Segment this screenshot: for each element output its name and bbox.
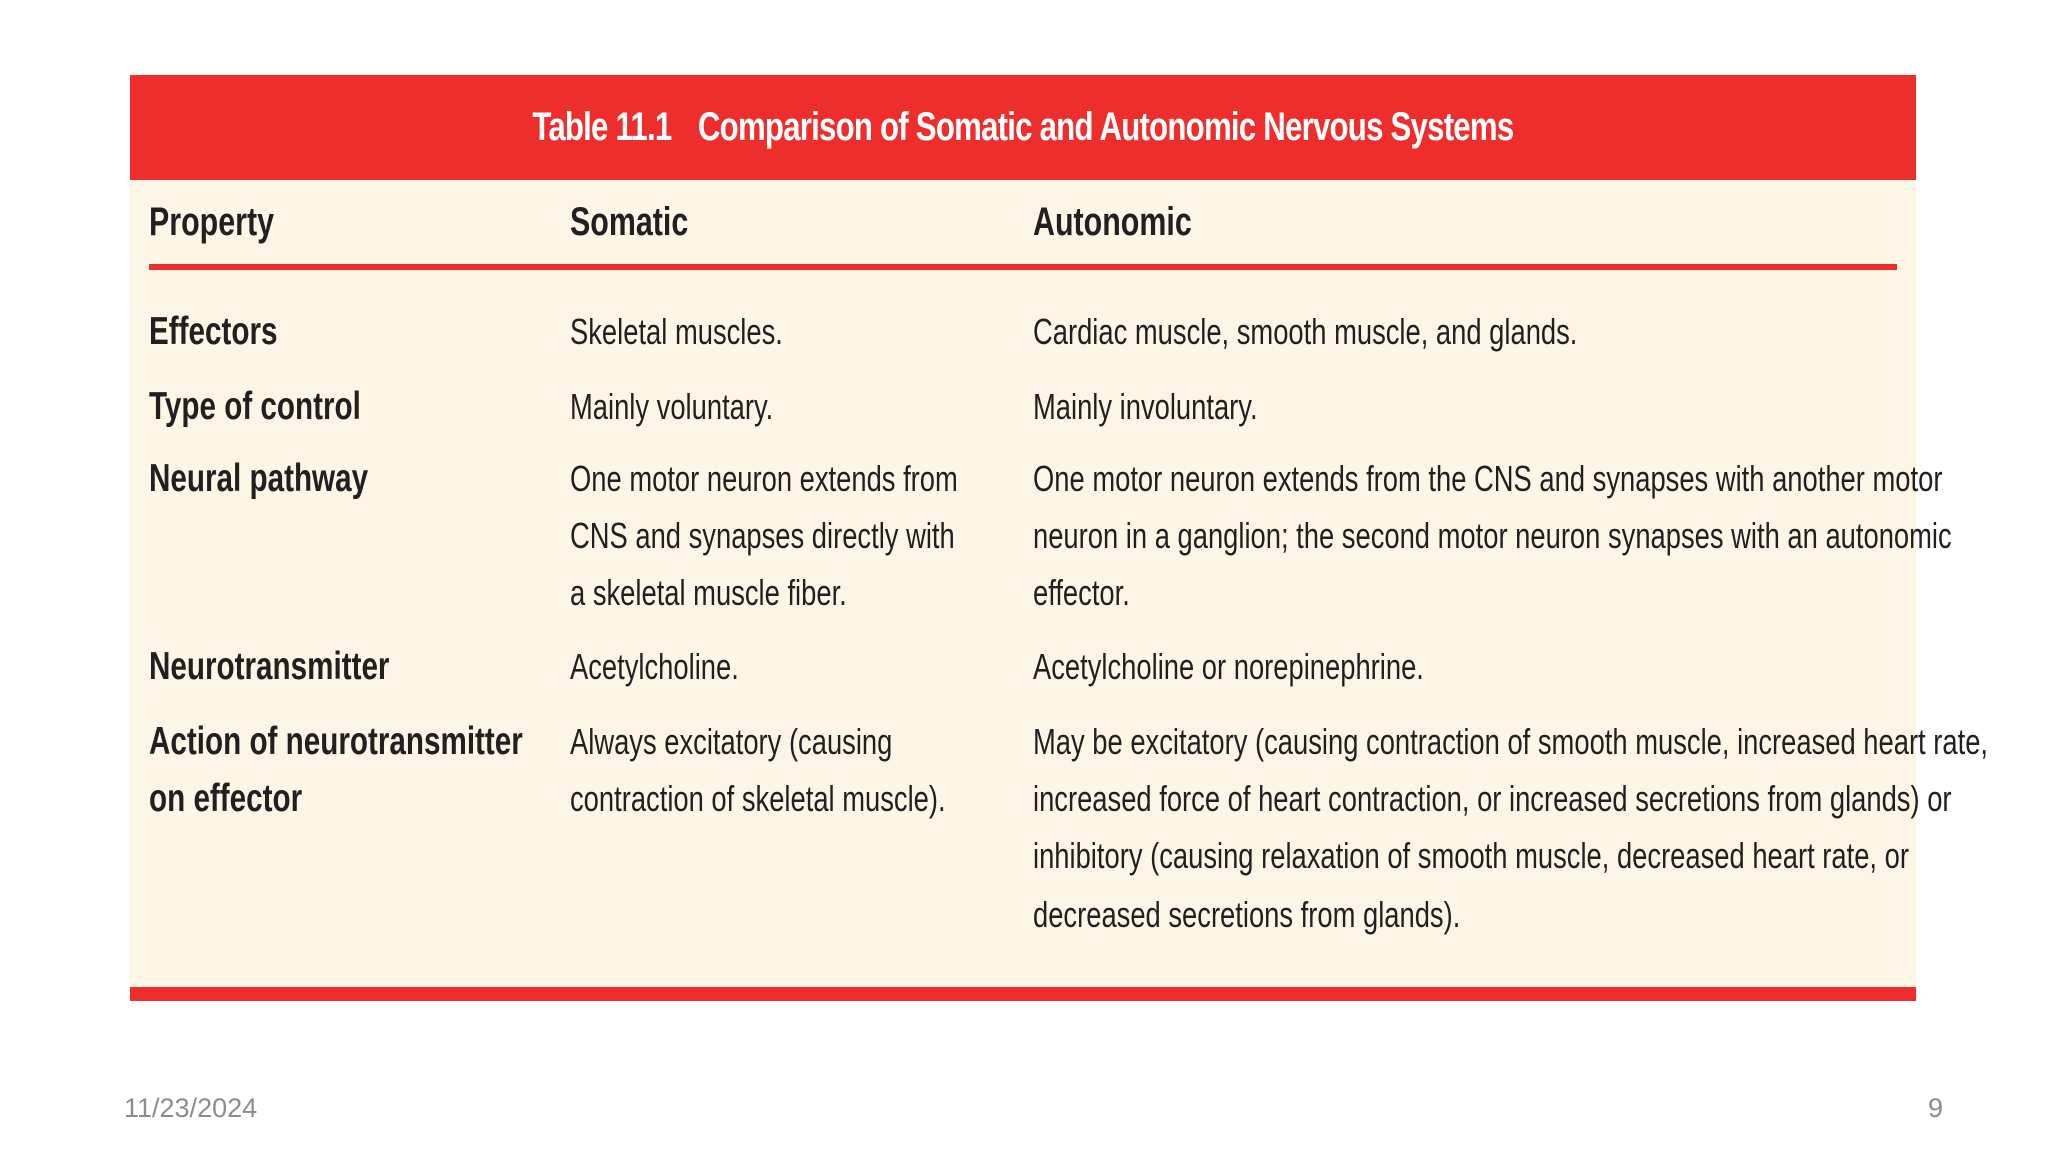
table-title [532,105,1513,150]
row-autonomic: Acetylcholine or norepinephrine. [1033,646,1424,687]
table-label: Table 11.1 [532,105,672,149]
row-autonomic: May be excitatory (causing contraction of smooth muscle, increased heart rate, [1033,721,1989,762]
header-property: Property [149,200,275,244]
table-title-text: Comparison of Somatic and Autonomic Nervous Systems [698,105,1514,149]
row-property: Action of neurotransmitter [149,720,523,763]
row-autonomic: Mainly involuntary. [1033,386,1258,427]
row-somatic: Acetylcholine. [570,646,739,687]
table-title-bar [130,75,1916,180]
row-somatic: One motor neuron extends from [570,458,958,499]
row-property: Neurotransmitter [149,645,390,688]
row-property: Type of control [149,385,361,428]
header-autonomic: Autonomic [1033,200,1192,244]
row-autonomic: One motor neuron extends from the CNS and synapses with another motor [1033,458,1943,499]
header-divider [149,264,1897,270]
row-autonomic: inhibitory (causing relaxation of smooth muscle, decreased heart rate, or [1033,835,1909,876]
row-property: Effectors [149,310,278,353]
comparison-table-figure [130,75,1989,1001]
row-somatic: contraction of skeletal muscle). [570,778,946,819]
row-property: on effector [149,777,303,820]
row-autonomic: decreased secretions from glands). [1033,894,1461,935]
row-somatic: Skeletal muscles. [570,311,783,352]
row-autonomic: effector. [1033,572,1130,613]
row-somatic: Always excitatory (causing [570,721,893,762]
row-somatic: a skeletal muscle fiber. [570,572,847,613]
slide-date: 11/23/2024 [124,1093,258,1123]
header-somatic: Somatic [570,200,689,244]
table-bottom-rule [130,987,1916,1001]
row-autonomic: neuron in a ganglion; the second motor neuron synapses with an autonomic [1033,515,1952,556]
row-autonomic: increased force of heart contraction, or increased secretions from glands) or [1033,778,1952,819]
row-autonomic: Cardiac muscle, smooth muscle, and glands. [1033,311,1578,352]
row-somatic: Mainly voluntary. [570,386,774,427]
row-property: Neural pathway [149,457,369,500]
row-somatic: CNS and synapses directly with [570,515,955,556]
slide-page-number: 9 [1927,1093,1943,1123]
